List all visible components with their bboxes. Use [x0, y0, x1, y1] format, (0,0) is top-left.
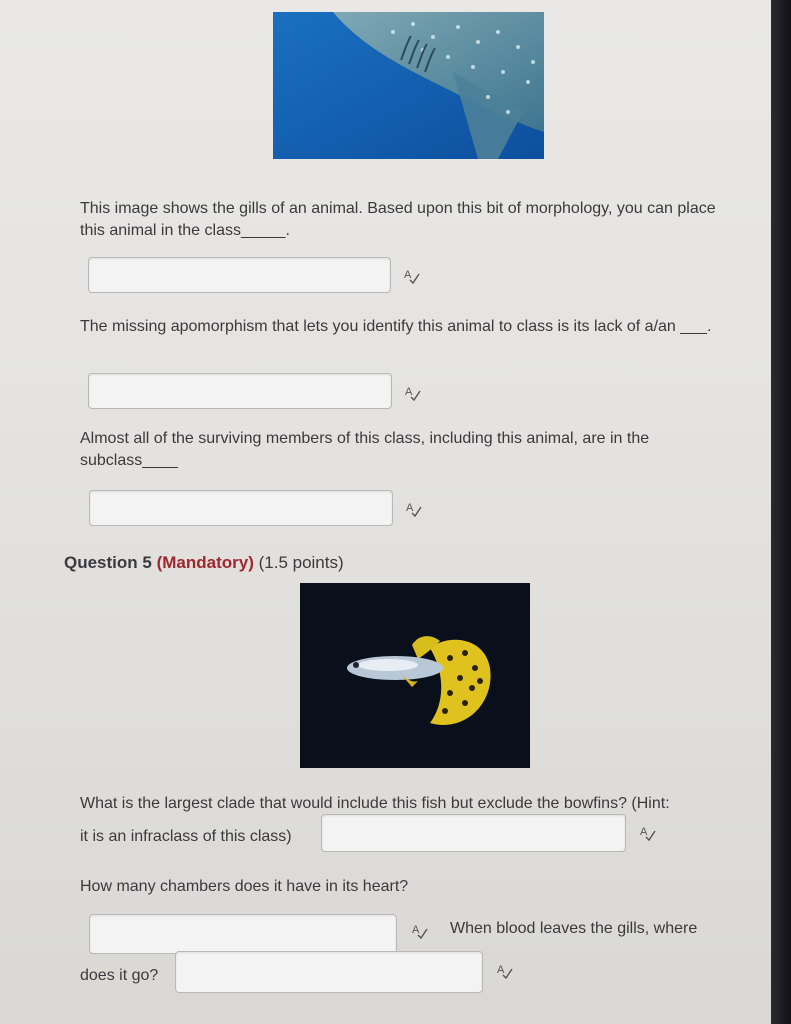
q5-prompt-1a: What is the largest clade that would include this fish but exclude the bowfins? (Hint:	[80, 795, 670, 812]
svg-text:A: A	[640, 826, 648, 838]
q5-answer-1-input[interactable]	[321, 814, 626, 852]
q4-answer-1-input[interactable]	[88, 257, 391, 293]
svg-text:A: A	[406, 502, 414, 514]
guppy-fish-image	[300, 583, 530, 768]
screen-bezel	[771, 0, 791, 1024]
spellcheck-icon[interactable]	[638, 823, 658, 843]
q5-prompt-1b: it is an infraclass of this class)	[80, 828, 292, 845]
svg-text:A: A	[404, 269, 412, 281]
spellcheck-icon[interactable]	[495, 961, 515, 981]
q5-prompt-2: How many chambers does it have in its heart?	[80, 878, 409, 895]
q4-prompt-3: Almost all of the surviving members of this class, including this animal, are in the subclass____	[80, 430, 650, 469]
spellcheck-icon[interactable]	[403, 383, 423, 403]
q5-answer-3-input[interactable]	[175, 951, 483, 993]
q5-prompt-3b: does it go?	[80, 967, 159, 984]
q4-prompt-2: The missing apomorphism that lets you identify this animal to class is its lack of a/an ___.	[80, 318, 712, 335]
mandatory-badge: (Mandatory)	[156, 553, 254, 572]
q4-prompt-1: This image shows the gills of an animal. Based upon this bit of morphology, you can place this animal in the class_____.	[80, 200, 716, 239]
whale-shark-image	[273, 12, 544, 159]
points-label: (1.5 points)	[258, 553, 344, 572]
q4-answer-2-input[interactable]	[88, 373, 392, 409]
svg-text:A: A	[497, 964, 505, 976]
svg-text:A: A	[405, 386, 413, 398]
svg-text:A: A	[412, 924, 420, 936]
spellcheck-icon[interactable]	[404, 499, 424, 519]
q5-answer-2-input[interactable]	[89, 914, 397, 954]
spellcheck-icon[interactable]	[402, 266, 422, 286]
q4-answer-3-input[interactable]	[89, 490, 393, 526]
question-5-heading	[64, 553, 344, 573]
question-label: Question 5	[64, 553, 152, 572]
spellcheck-icon[interactable]	[410, 921, 430, 941]
q5-prompt-3a: When blood leaves the gills, where	[450, 920, 698, 937]
